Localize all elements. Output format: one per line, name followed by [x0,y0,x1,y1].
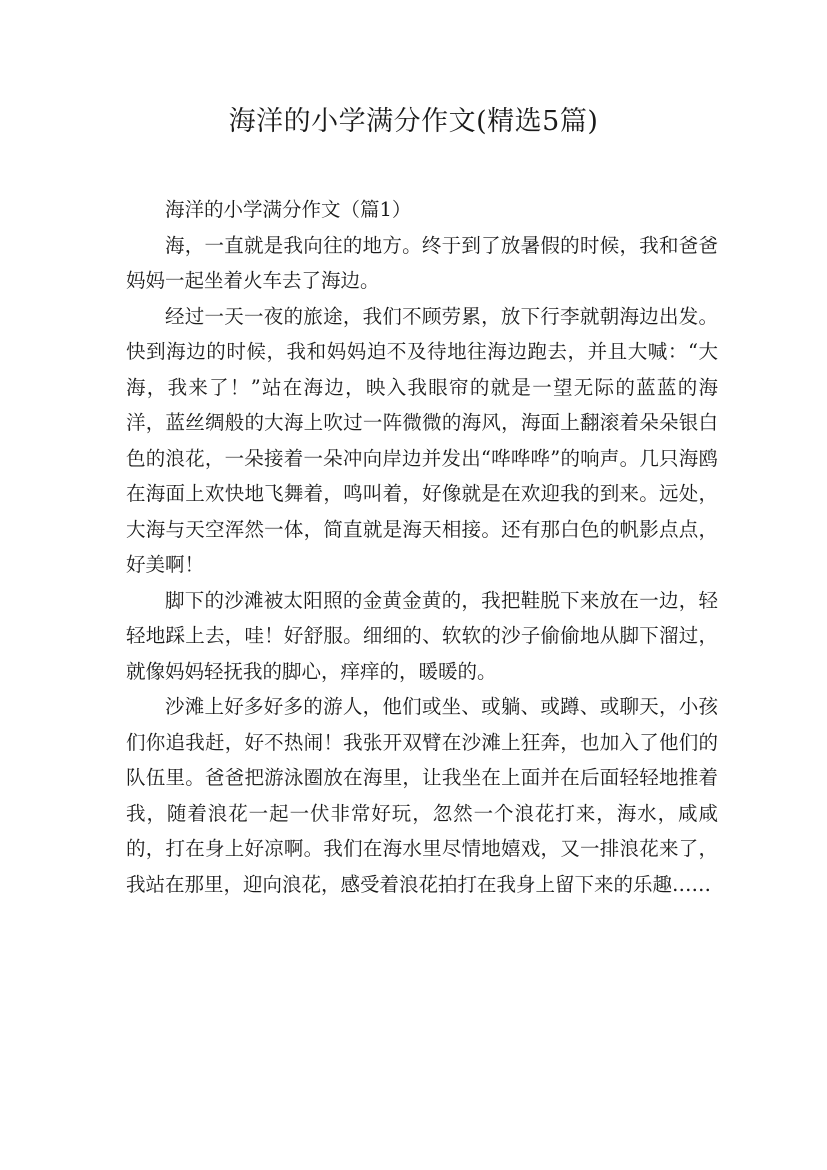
paragraph: 海，一直就是我向往的地方。终于到了放暑假的时候，我和爸爸妈妈一起坐着火车去了海边。 [126,233,718,292]
paragraph: 脚下的沙滩被太阳照的金黄金黄的，我把鞋脱下来放在一边，轻轻地踩上去，哇！好舒服。细细的、软软的沙子偷偷地从脚下溜过，就像妈妈轻抚我的脚心，痒痒的，暖暖的。 [126,588,718,683]
section-heading: 海洋的小学满分作文（篇1） [165,198,412,221]
document-title: 海洋的小学满分作文(精选5篇) [228,106,599,137]
paragraph: 经过一天一夜的旅途，我们不顾劳累，放下行李就朝海边出发。快到海边的时候，我和妈妈迫不及待地往海边跑去，并且大喊：“大海，我来了！”站在海边，映入我眼帘的就是一望无际的蓝蓝的海洋，蓝丝绸般的大海上吹过一阵微微的海风，海面上翻滚着朵朵银白色的浪花，一朵接着一朵冲向岸边并发出“哗哗哗”的响声。几只海鸥在海面上欢快地飞舞着，鸣叫着，好像就是在欢迎我的到来。远处，大海与天空浑然一体，简直就是海天相接。还有那白色的帆影点点，好美啊！ [126,304,718,576]
paragraph: 沙滩上好多好多的游人，他们或坐、或躺、或蹲、或聊天，小孩们你追我赶，好不热闹！我张开双臂在沙滩上狂奔，也加入了他们的队伍里。爸爸把游泳圈放在海里，让我坐在上面并在后面轻轻地推着我，随着浪花一起一伏非常好玩，忽然一个浪花打来，海水，咸咸的，打在身上好凉啊。我们在海水里尽情地嬉戏，又一排浪花来了，我站在那里，迎向浪花，感受着浪花拍打在我身上留下来的乐趣…… [126,695,718,896]
document-body [126,192,718,902]
